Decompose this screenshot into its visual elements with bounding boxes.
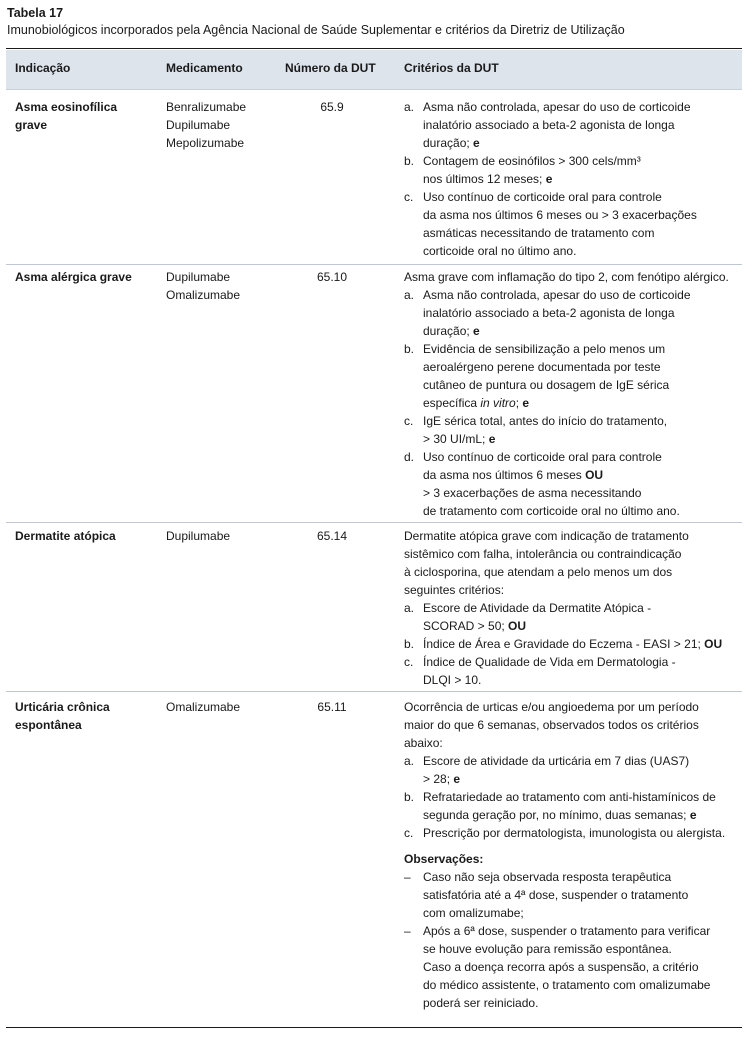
criterio-line [404, 98, 740, 116]
table-subtitle: Imunobiológicos incorporados pela Agência Nacional de Saúde Suplementar e critérios da Diretriz de Utilização [7, 23, 625, 37]
criterio-text: SCORAD > 50; [423, 619, 505, 633]
list-marker: – [404, 870, 411, 884]
criterio-line [404, 698, 740, 716]
criterio-line [404, 224, 740, 242]
criterio-line [404, 394, 740, 412]
criterio-text: poderá ser reiniciado. [423, 996, 539, 1010]
criterio-text: > 28; [423, 772, 451, 786]
criterio-text: cutâneo de puntura ou dosagem de IgE sérica [423, 378, 670, 392]
criterio-line [404, 563, 740, 581]
criterio-text: sistêmico com falha, intolerância ou contraindicação [404, 547, 682, 561]
criterio-text: Contagem de eosinófilos > 300 cels/mm³ [423, 154, 641, 168]
criterio-line [404, 116, 740, 134]
table-header [6, 50, 742, 90]
criterio-line [404, 806, 740, 824]
medicamento-item: Dupilumabe [166, 529, 231, 543]
header-numero: Número da DUT [285, 61, 376, 75]
criterio-line [404, 188, 740, 206]
criterio-text: se houve evolução para remissão espontânea. [423, 942, 672, 956]
criterio-text: do médico assistente, o tratamento com omalizumabe [423, 978, 711, 992]
criterio-line [404, 304, 740, 322]
list-marker: c. [404, 655, 414, 669]
criterio-conjunction: e [545, 172, 553, 186]
observacoes-title: Observações: [404, 852, 484, 866]
row-4-observacoes [404, 868, 740, 1012]
criterio-line [404, 448, 740, 466]
criterio-text: > 3 exacerbações de asma necessitando [423, 486, 642, 500]
row-4-numero: 65.11 [317, 700, 347, 714]
criterio-line [404, 376, 740, 394]
criterio-text: inalatório associado a beta-2 agonista de longa [423, 306, 675, 320]
criterio-text: > 30 UI/mL; [423, 432, 486, 446]
observacao-line [404, 976, 740, 994]
criterio-text: Prescrição por dermatologista, imunologista ou alergista. [423, 826, 726, 840]
row-3-criterios [404, 527, 740, 689]
criterio-text: segunda geração por, no mínimo, duas semanas; [423, 808, 687, 822]
criterio-line [404, 653, 740, 671]
criterio-text: abaixo: [404, 736, 443, 750]
criterio-text: Asma não controlada, apesar do uso de corticoide [423, 288, 691, 302]
criterio-text: inalatório associado a beta-2 agonista de longa [423, 118, 675, 132]
criterio-line [404, 502, 740, 520]
row-separator [6, 522, 742, 523]
criterio-italic: in vitro [480, 396, 516, 410]
criterio-line [404, 268, 740, 286]
row-separator [6, 264, 742, 265]
criterio-line [404, 716, 740, 734]
criterio-line [404, 412, 740, 430]
indicacao-line: espontânea [15, 718, 82, 732]
criterio-text: com omalizumabe; [423, 906, 524, 920]
table-caption [7, 5, 625, 39]
indicacao-line: Urticária crônica [15, 700, 110, 714]
list-marker: b. [404, 154, 415, 168]
criterio-text: DLQI > 10. [423, 673, 482, 687]
criterio-text: IgE sérica total, antes do início do tratamento, [423, 414, 668, 428]
criterio-line [404, 734, 740, 752]
header-indicacao: Indicação [15, 61, 71, 75]
criterio-text: Uso contínuo de corticoide oral para controle [423, 190, 662, 204]
list-marker: b. [404, 790, 415, 804]
criterio-text: duração; [423, 324, 470, 338]
bottom-rule [6, 1027, 742, 1028]
observacao-line [404, 958, 740, 976]
row-separator [6, 691, 742, 692]
row-2-numero: 65.10 [316, 270, 348, 284]
observacao-line [404, 922, 740, 940]
criterio-text: Índice de Área e Gravidade do Eczema - EASI > 21; [423, 637, 701, 651]
criterio-conjunction: e [473, 136, 480, 150]
criterio-text: Índice de Qualidade de Vida em Dermatologia - [423, 655, 676, 669]
row-1-medicamentos [166, 98, 281, 152]
criterio-text: Evidência de sensibilização a pelo menos um [423, 342, 666, 356]
row-2-indicacao [15, 268, 155, 286]
list-marker: d. [404, 450, 415, 464]
criterio-line [404, 671, 740, 689]
criterio-text: seguintes critérios: [404, 583, 505, 597]
criterio-line [404, 527, 740, 545]
criterio-line [404, 581, 740, 599]
criterio-conjunction: OU [508, 619, 527, 633]
criterio-line [404, 322, 740, 340]
criterio-line [404, 286, 740, 304]
criterio-conjunction: e [522, 396, 530, 410]
criterio-line [404, 242, 740, 260]
row-3-medicamentos [166, 527, 281, 545]
row-4-indicacao [15, 698, 155, 734]
criterio-text: maior do que 6 semanas, observados todos os critérios [404, 718, 699, 732]
criterio-line [404, 466, 740, 484]
criterio-line [404, 340, 740, 358]
list-marker: b. [404, 342, 415, 356]
criterio-text: à ciclosporina, que atendam a pelo menos um dos [404, 565, 673, 579]
list-marker: a. [404, 100, 415, 114]
criterio-text: Ocorrência de urticas e/ou angioedema por um período [404, 700, 699, 714]
list-marker: c. [404, 414, 414, 428]
criterio-text: Refratariedade ao tratamento com anti-histamínicos de [423, 790, 716, 804]
criterio-text: Escore de atividade da urticária em 7 dias (UAS7) [423, 754, 690, 768]
row-4-criterios-block [404, 698, 740, 1012]
list-marker: a. [404, 601, 415, 615]
header-medicamento: Medicamento [166, 61, 243, 75]
observacao-line [404, 940, 740, 958]
criterio-text: da asma nos últimos 6 meses [423, 468, 582, 482]
top-rule [6, 48, 742, 49]
medicamento-item: Dupilumabe [166, 270, 231, 284]
criterio-text: da asma nos últimos 6 meses ou > 3 exacerbações [423, 208, 697, 222]
indicacao-line: grave [15, 118, 48, 132]
row-2-medicamentos [166, 268, 281, 304]
header-criterios: Critérios da DUT [404, 61, 499, 75]
indicacao-line: Dermatite atópica [15, 529, 116, 543]
list-marker: c. [404, 826, 414, 840]
criterio-text: corticoide oral no último ano. [423, 244, 577, 258]
criterio-conjunction: e [453, 772, 461, 786]
criterio-line [404, 206, 740, 224]
list-marker: a. [404, 288, 415, 302]
medicamento-item: Dupilumabe [166, 118, 231, 132]
criterio-line [404, 770, 740, 788]
table-title: Tabela 17 [7, 6, 64, 20]
criterio-conjunction: OU [704, 637, 723, 651]
medicamento-item: Benralizumabe [166, 100, 247, 114]
criterio-conjunction: e [473, 324, 480, 338]
criterio-line [404, 152, 740, 170]
observacao-line [404, 904, 740, 922]
criterio-text: asmáticas necessitando de tratamento com [423, 226, 655, 240]
criterio-text: aeroalérgeno perene documentada por teste [423, 360, 661, 374]
observacao-line [404, 868, 740, 886]
criterio-line [404, 430, 740, 448]
criterio-text: Escore de Atividade da Dermatite Atópica - [423, 601, 652, 615]
criterio-text: específica [423, 396, 478, 410]
row-4-medicamentos [166, 698, 281, 716]
list-marker: – [404, 924, 411, 938]
criterio-line [404, 788, 740, 806]
row-4-criterios [404, 698, 740, 842]
observacao-line [404, 994, 740, 1012]
criterio-text: de tratamento com corticoide oral no último ano. [423, 504, 680, 518]
criterio-text: Uso contínuo de corticoide oral para controle [423, 450, 662, 464]
criterio-text: Asma não controlada, apesar do uso de corticoide [423, 100, 691, 114]
criterio-text: ; [515, 396, 520, 410]
criterio-line [404, 617, 740, 635]
criterio-line [404, 599, 740, 617]
criterio-line [404, 545, 740, 563]
indicacao-line: Asma alérgica grave [15, 270, 132, 284]
row-1-indicacao [15, 98, 155, 134]
medicamento-item: Mepolizumabe [166, 136, 245, 150]
criterio-text: Asma grave com inflamação do tipo 2, com fenótipo alérgico. [404, 270, 729, 284]
criterio-line [404, 635, 740, 653]
list-marker: b. [404, 637, 415, 651]
criterio-text: Após a 6ª dose, suspender o tratamento para verificar [423, 924, 711, 938]
criterio-conjunction: e [488, 432, 496, 446]
observacao-line [404, 886, 740, 904]
medicamento-item: Omalizumabe [166, 288, 241, 302]
criterio-text: Caso não seja observada resposta terapêutica [423, 870, 672, 884]
medicamento-item: Omalizumabe [166, 700, 241, 714]
row-3-indicacao [15, 527, 155, 545]
list-marker: a. [404, 754, 415, 768]
criterio-conjunction: OU [585, 468, 604, 482]
row-1-criterios [404, 98, 740, 260]
indicacao-line: Asma eosinofílica [15, 100, 118, 114]
criterio-line [404, 824, 740, 842]
criterio-text: Caso a doença recorra após a suspensão, a critério [423, 960, 699, 974]
row-1-numero: 65.9 [320, 100, 344, 114]
criterio-text: nos últimos 12 meses; [423, 172, 543, 186]
criterio-line [404, 752, 740, 770]
row-3-numero: 65.14 [316, 529, 348, 543]
criterio-line [404, 134, 740, 152]
criterio-text: satisfatória até a 4ª dose, suspender o tratamento [423, 888, 689, 902]
criterio-text: duração; [423, 136, 470, 150]
list-marker: c. [404, 190, 414, 204]
row-2-criterios [404, 268, 740, 520]
criterio-line [404, 170, 740, 188]
criterio-line [404, 484, 740, 502]
criterio-line [404, 358, 740, 376]
criterio-conjunction: e [689, 808, 697, 822]
criterio-text: Dermatite atópica grave com indicação de tratamento [404, 529, 689, 543]
